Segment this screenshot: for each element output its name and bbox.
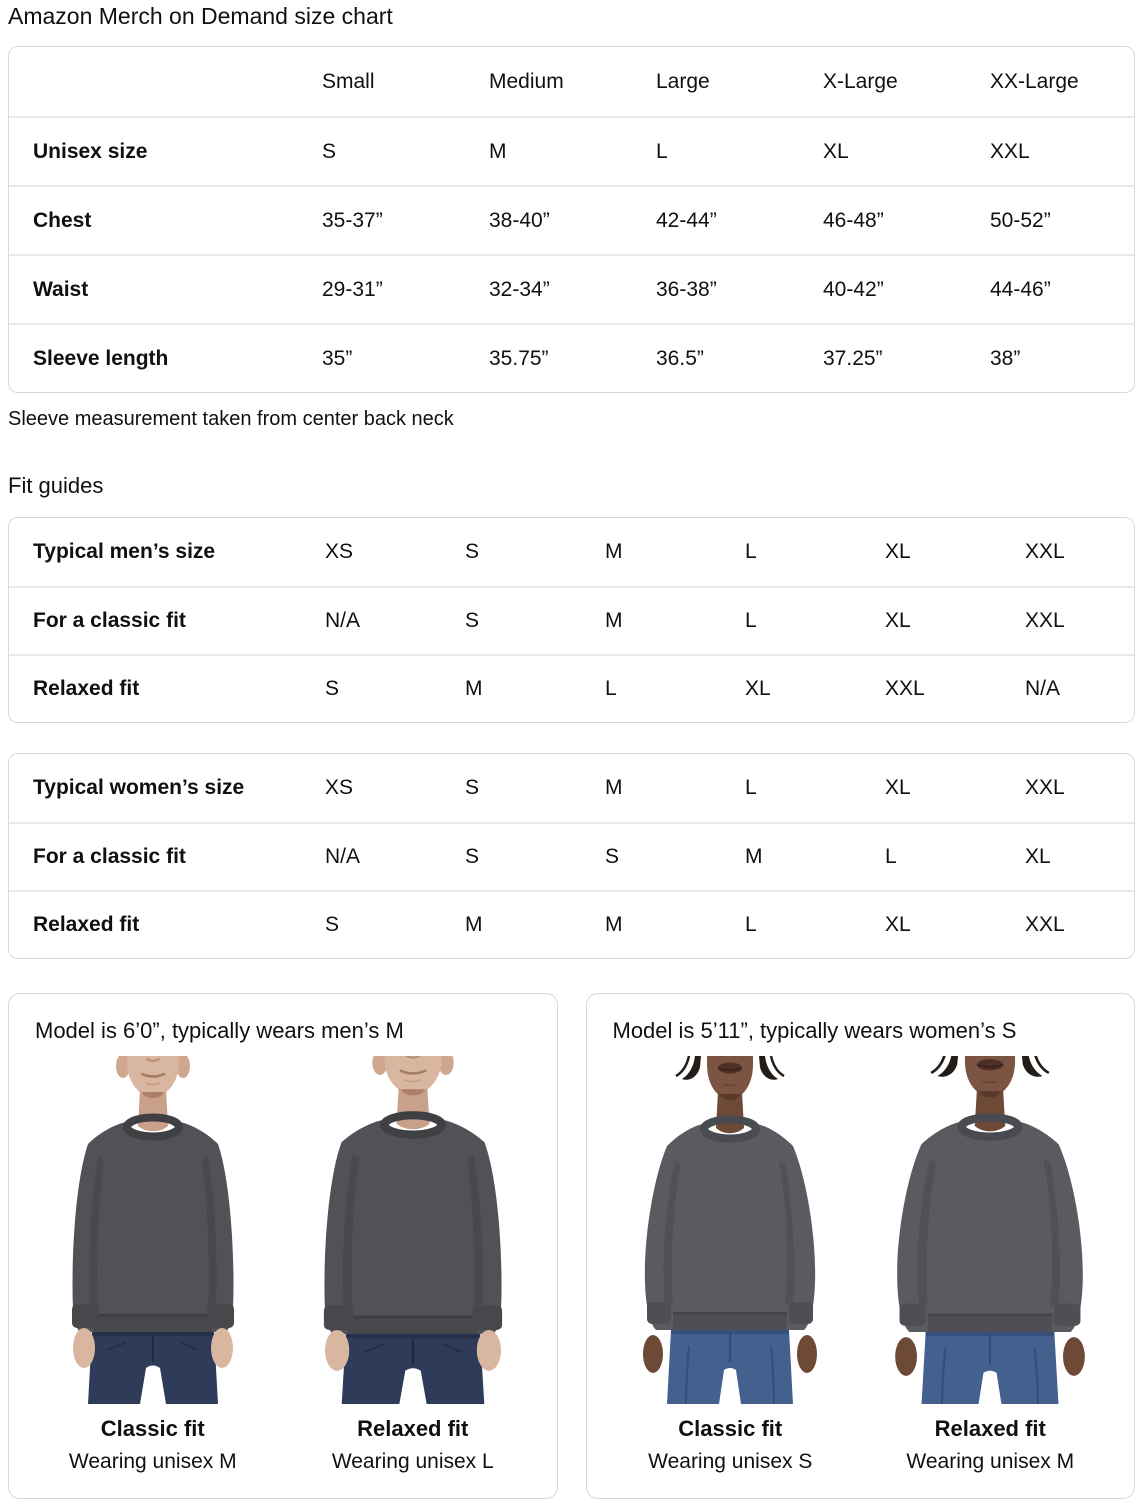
fit-value: M [605,609,623,633]
fit-label: Relaxed fit [357,1416,469,1441]
row-label: Waist [33,277,89,301]
column-header-medium: Medium [489,69,564,93]
table-row-womens-classic-fit [9,822,1134,890]
fit-value: XL [885,913,911,937]
wearing-label: Wearing unisex M [68,1450,237,1473]
page-title: Amazon Merch on Demand size chart [8,3,393,29]
size-value: XL [823,139,849,163]
fit-value: N/A [325,609,361,633]
size-value: 36-38” [656,277,717,301]
figure-caption [288,1416,538,1474]
mens-model-card [8,993,558,1499]
size-chart-header-row [9,47,1134,116]
fit-value: XXL [1025,609,1065,633]
row-label: Relaxed fit [33,913,140,937]
row-label: Relaxed fit [33,677,140,701]
size-value: 35-37” [322,208,383,232]
table-row-mens-classic-fit [9,586,1134,654]
size-value: S [322,139,337,163]
size-value: 42-44” [656,208,717,232]
size-value: 38” [990,346,1021,370]
fit-guides-heading: Fit guides [8,473,104,498]
figure-caption [28,1416,278,1474]
figure-men-relaxed [288,1056,538,1474]
row-label: Unisex size [33,139,148,163]
size-value: 46-48” [823,208,884,232]
fit-value: XXL [1025,540,1065,564]
fit-value: XL [885,540,911,564]
column-header-small: Small [322,69,375,93]
fit-label: Relaxed fit [934,1416,1046,1441]
size-value: 29-31” [322,277,383,301]
row-label: Sleeve length [33,346,169,370]
mens-model-heading: Model is 6’0”, typically wears men’s M [35,1018,404,1043]
table-row-typical-womens-size [9,754,1134,822]
model-cards [8,993,1135,1499]
mens-fit-table [8,517,1135,723]
wearing-label: Wearing unisex M [906,1450,1075,1473]
fit-value: L [885,845,897,869]
wearing-label: Wearing unisex L [331,1450,494,1473]
column-header-xx-large: XX-Large [990,69,1079,93]
figure-caption [605,1416,855,1474]
row-label: Typical men’s size [33,540,216,564]
figure-caption [865,1416,1115,1474]
figure-women-classic [605,1056,855,1474]
fit-value: S [465,540,480,564]
fit-value: M [605,913,623,937]
fit-value: M [605,776,623,800]
wearing-label: Wearing unisex S [648,1450,813,1473]
model-photo-men-relaxed-fit [288,1056,538,1404]
sleeve-footnote: Sleeve measurement taken from center back neck [8,408,454,430]
fit-value: L [605,677,617,701]
row-label: Chest [33,208,92,232]
size-value: 38-40” [489,208,550,232]
model-photo-women-classic-fit [605,1056,855,1404]
fit-value: L [745,609,757,633]
fit-value: XS [325,540,354,564]
size-value: 44-46” [990,277,1051,301]
model-photo-women-relaxed-fit [865,1056,1115,1404]
size-value: 37.25” [823,346,883,370]
fit-value: XXL [1025,776,1065,800]
size-value: XXL [990,139,1030,163]
size-value: 35” [322,346,353,370]
fit-value: XL [1025,845,1051,869]
size-value: 40-42” [823,277,884,301]
row-label: For a classic fit [33,609,186,633]
size-value: 36.5” [656,346,704,370]
fit-value: N/A [325,845,361,869]
womens-fit-table [8,753,1135,959]
size-value: 50-52” [990,208,1051,232]
row-label: Typical women’s size [33,776,245,800]
fit-value: M [465,677,483,701]
fit-value: M [745,845,763,869]
womens-model-card [586,993,1136,1499]
fit-value: XL [885,776,911,800]
fit-value: M [605,540,623,564]
fit-value: N/A [1025,677,1061,701]
fit-label: Classic fit [100,1416,205,1441]
womens-figures [601,1056,1121,1474]
table-row-unisex-size [9,116,1134,185]
fit-value: XL [885,609,911,633]
fit-value: S [325,677,340,701]
table-row-womens-relaxed-fit [9,890,1134,958]
size-value: L [656,139,668,163]
table-row-mens-relaxed-fit [9,654,1134,722]
table-row-typical-mens-size [9,518,1134,586]
fit-value: S [465,776,480,800]
fit-value: L [745,540,757,564]
size-value: 35.75” [489,346,549,370]
column-header-large: Large [656,69,710,93]
fit-value: XL [745,677,771,701]
fit-value: M [465,913,483,937]
fit-value: S [465,845,480,869]
model-photo-men-classic-fit [28,1056,278,1404]
fit-value: L [745,913,757,937]
size-value: 32-34” [489,277,550,301]
fit-value: S [605,845,620,869]
mens-figures [23,1056,543,1474]
table-row-chest [9,185,1134,254]
size-chart-table [8,46,1135,393]
figure-men-classic [28,1056,278,1474]
size-value: M [489,139,507,163]
fit-value: S [465,609,480,633]
row-label: For a classic fit [33,845,186,869]
fit-label: Classic fit [678,1416,783,1441]
table-row-sleeve-length [9,323,1134,392]
table-row-waist [9,254,1134,323]
fit-value: XS [325,776,354,800]
fit-value: XXL [885,677,925,701]
fit-value: XXL [1025,913,1065,937]
column-header-x-large: X-Large [823,69,898,93]
fit-value: S [325,913,340,937]
womens-model-heading: Model is 5’11”, typically wears women’s S [612,1018,1017,1043]
fit-value: L [745,776,757,800]
figure-women-relaxed [865,1056,1115,1474]
